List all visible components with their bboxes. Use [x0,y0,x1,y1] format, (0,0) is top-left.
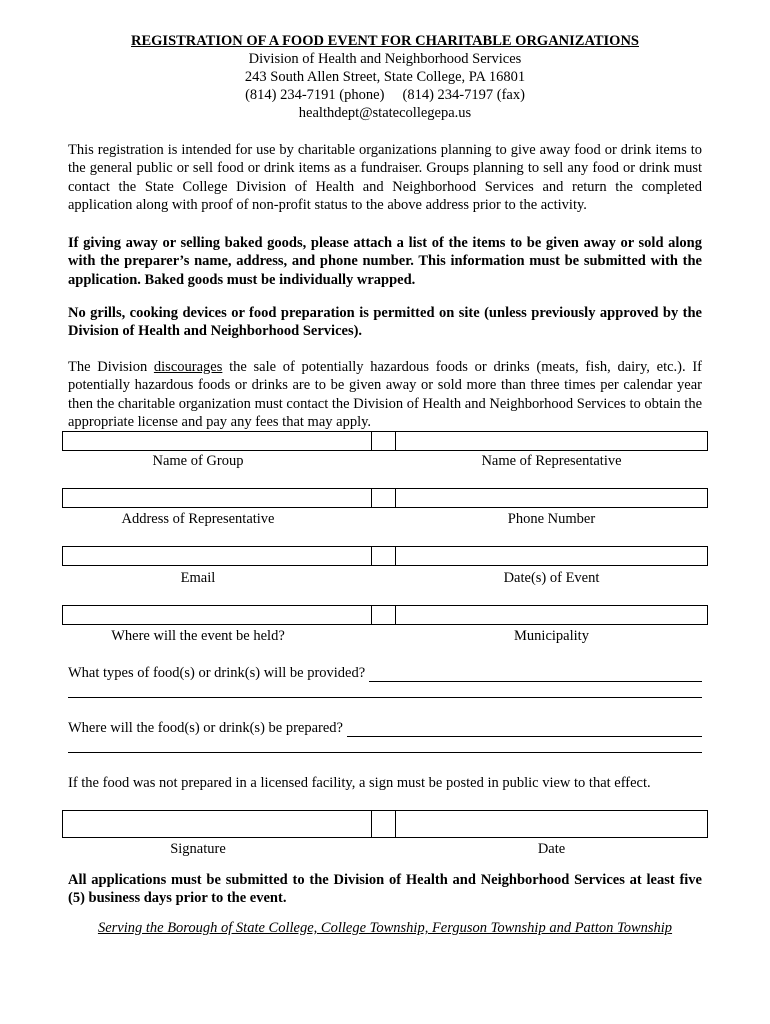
food-prepared-label: Where will the food(s) or drink(s) be prepared? [68,720,343,736]
hazardous-foods-paragraph [68,358,702,432]
field-row-address [62,488,708,508]
row-divider-cell [371,810,396,838]
event-dates-label: Date(s) of Event [503,570,600,586]
municipality-label: Municipality [514,628,589,644]
event-location-label: Where will the event be held? [111,628,285,644]
email-label: Email [180,570,216,586]
row-divider-cell [371,431,396,451]
representative-name-input[interactable] [395,431,708,451]
sign-notice: If the food was not prepared in a licensed facility, a sign must be posted in public view to that effect. [68,775,651,791]
date-input[interactable] [395,810,708,838]
division-name: Division of Health and Neighborhood Services [248,51,522,67]
representative-name-label: Name of Representative [481,453,622,469]
representative-address-label: Address of Representative [121,511,275,527]
row-divider-cell [371,605,396,625]
baked-goods-paragraph: If giving away or selling baked goods, please attach a list of the items to be given away or sold along with the preparer’s name, address, and phone number. This information must be submitted with the application. Baked goods must be individually wrapped. [68,235,702,288]
footer-service-area: Serving the Borough of State College, College Township, Ferguson Township and Patton Township [97,920,673,936]
row-divider-cell [371,488,396,508]
field-row-signature [62,810,708,838]
division-address: 243 South Allen Street, State College, PA 16801 [244,69,526,85]
field-row-email [62,546,708,566]
hazard-rest: the sale of potentially hazardous foods or drinks (meats, fish, dairy, etc.). If potentially hazardous foods or drinks are to be given away or sold more than three times per calendar year then the charitable organization must contact the Division of Health and Neighborhood Services to obtain the appropriate license and pay any fees that may apply. [68,359,702,431]
phone-number-label: Phone Number [507,511,596,527]
food-types-input-line[interactable] [369,667,702,682]
food-prepared-question [68,719,702,737]
field-row-group [62,431,708,451]
submission-notice: All applications must be submitted to the Division of Health and Neighborhood Services at least five (5) business days prior to the event. [68,872,702,907]
representative-address-input[interactable] [62,488,372,508]
food-types-input-line-2[interactable] [68,697,702,698]
signature-input[interactable] [62,810,372,838]
email-input[interactable] [62,546,372,566]
food-prepared-input-line[interactable] [347,722,702,737]
food-prepared-input-line-2[interactable] [68,752,702,753]
hazard-emphasis: discourages [153,359,223,375]
food-types-question [68,664,702,682]
division-email: healthdept@statecollegepa.us [298,105,472,121]
municipality-input[interactable] [395,605,708,625]
date-label: Date [537,841,566,857]
no-grills-paragraph: No grills, cooking devices or food preparation is permitted on site (unless previously approved by the Division of Health and Neighborhood Services). [68,305,702,340]
event-dates-input[interactable] [395,546,708,566]
signature-label: Signature [170,841,226,857]
row-divider-cell [371,546,396,566]
event-location-input[interactable] [62,605,372,625]
group-name-input[interactable] [62,431,372,451]
hazard-prefix: The Division [68,359,154,375]
field-row-location [62,605,708,625]
intro-paragraph: This registration is intended for use by charitable organizations planning to give away food or drink items to the general public or sell food or drink items as a fundraiser. Groups planning to sell any food or drink must contact the State College Division of Health and Neighborhood Services and return the completed application along with proof of non-profit status to the above address prior to the activity. [68,142,702,214]
food-types-label: What types of food(s) or drink(s) will be provided? [68,665,366,681]
phone-number-input[interactable] [395,488,708,508]
form-title: REGISTRATION OF A FOOD EVENT FOR CHARITABLE ORGANIZATIONS [131,33,639,49]
group-name-label: Name of Group [152,453,244,469]
division-phones: (814) 234-7191 (phone) (814) 234-7197 (fax) [245,87,525,103]
